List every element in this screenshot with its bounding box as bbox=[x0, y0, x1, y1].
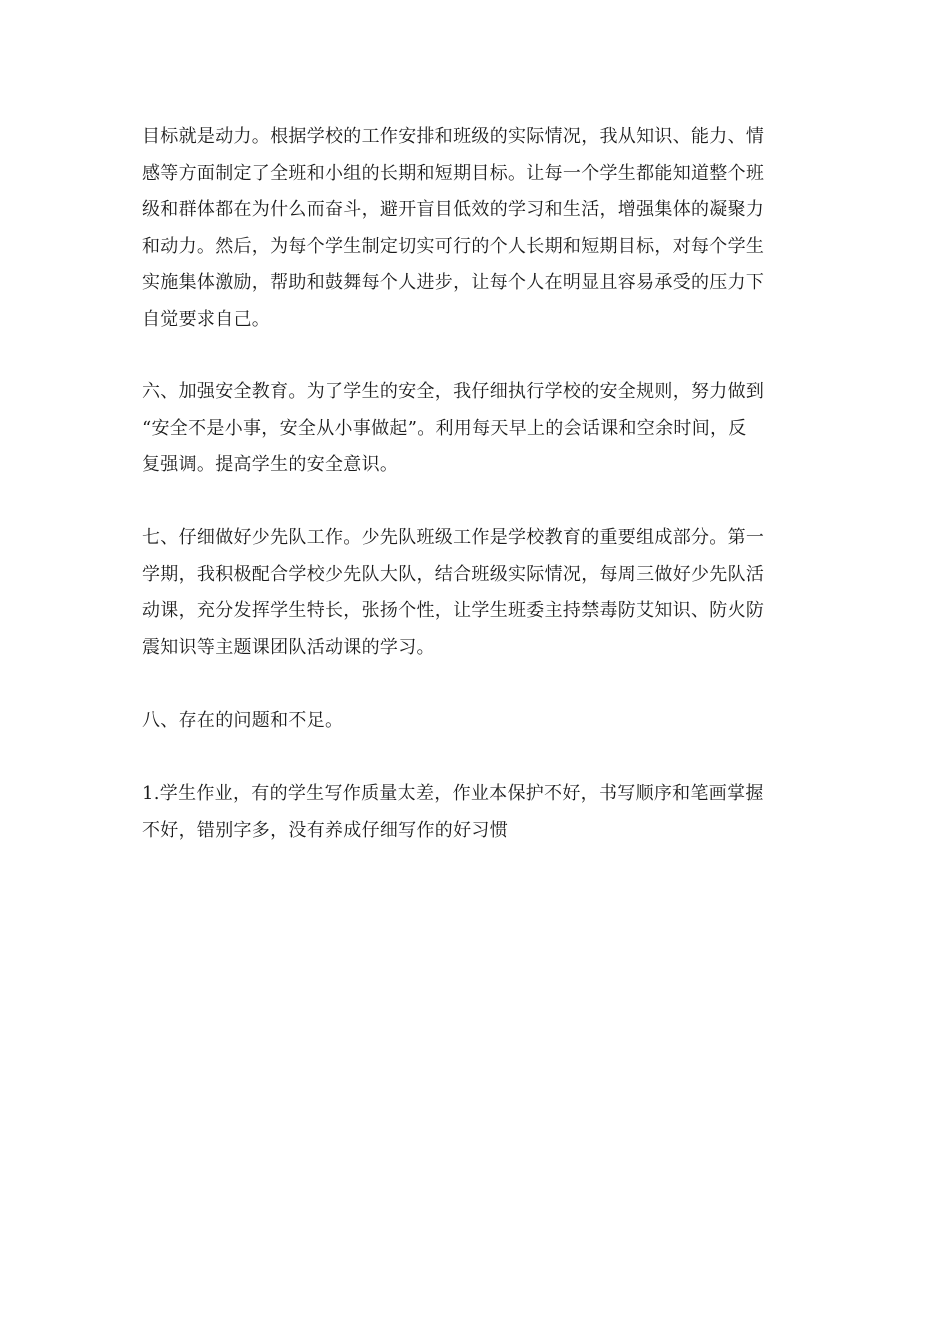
paragraph-line: 学期，我积极配合学校少先队大队，结合班级实际情况，每周三做好少先队活 bbox=[142, 563, 765, 585]
paragraph-line: 实施集体激励，帮助和鼓舞每个人进步，让每个人在明显且容易承受的压力下 bbox=[142, 272, 765, 293]
paragraph-line: 和动力。然后，为每个学生制定切实可行的个人长期和短期目标，对每个学生 bbox=[142, 235, 765, 257]
paragraph-line: 1.学生作业，有的学生写作质量太差，作业本保护不好，书写顺序和笔画掌握 bbox=[142, 783, 764, 804]
paragraph-young-pioneers bbox=[142, 520, 810, 666]
paragraph-line: 感等方面制定了全班和小组的长期和短期目标。让每一个学生都能知道整个班 bbox=[142, 162, 765, 184]
paragraph-line: 不好，错别字多，没有养成仔细写作的好习惯 bbox=[142, 819, 508, 841]
paragraph-line: 动课，充分发挥学生特长，张扬个性，让学生班委主持禁毒防艾知识、防火防 bbox=[142, 600, 765, 621]
paragraph-goals bbox=[142, 119, 810, 338]
paragraph-line: 自觉要求自己。 bbox=[142, 308, 271, 330]
paragraph-line: 目标就是动力。根据学校的工作安排和班级的实际情况，我从知识、能力、情 bbox=[142, 126, 765, 147]
paragraph-line: 级和群体都在为什么而奋斗，避开盲目低效的学习和生活，增强集体的凝聚力 bbox=[142, 199, 765, 220]
paragraph-line: 六、加强安全教育。为了学生的安全，我仔细执行学校的安全规则，努力做到 bbox=[142, 381, 765, 402]
paragraph-homework-issue bbox=[142, 776, 810, 849]
paragraph-line: “安全不是小事，安全从小事做起”。利用每天早上的会话课和空余时间，反 bbox=[142, 417, 747, 439]
paragraph-safety-education bbox=[142, 374, 810, 484]
section-heading-problems bbox=[142, 703, 810, 740]
paragraph-line: 震知识等主题课团队活动课的学习。 bbox=[142, 636, 435, 658]
paragraph-line: 七、仔细做好少先队工作。少先队班级工作是学校教育的重要组成部分。第一 bbox=[142, 527, 765, 548]
paragraph-line: 复强调。提高学生的安全意识。 bbox=[142, 454, 399, 475]
heading-line: 八、存在的问题和不足。 bbox=[142, 710, 344, 731]
